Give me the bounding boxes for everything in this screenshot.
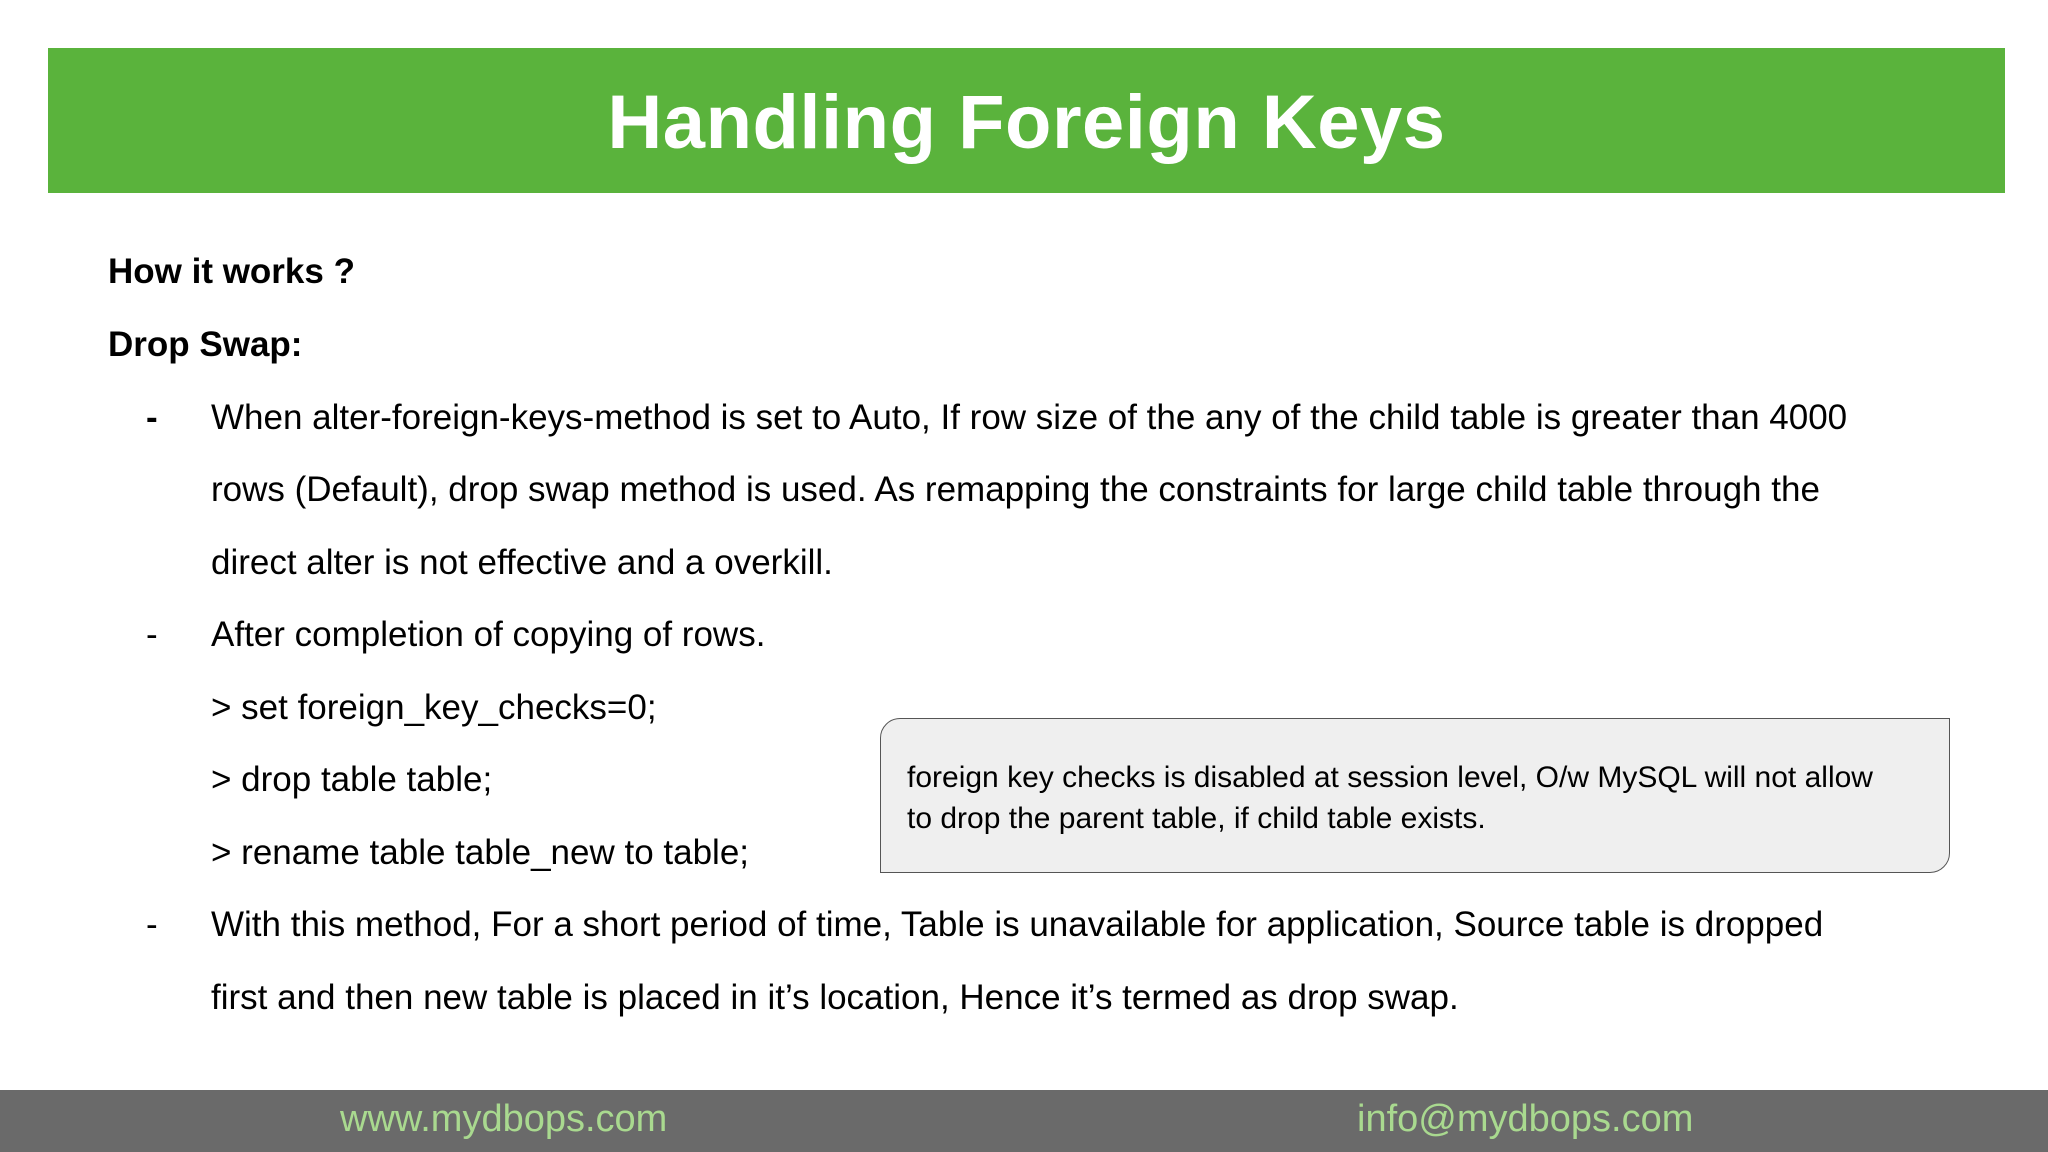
bullet-marker-2: - [146,615,158,654]
slide-title: Handling Foreign Keys [607,80,1446,165]
footer-email-link[interactable]: info@mydbops.com [1357,1098,1694,1140]
bullet-marker-1: - [146,398,158,437]
sql-rename-table: > rename table table_new to table; [211,833,750,872]
footer-bar [0,1090,2048,1152]
callout-line-1: foreign key checks is disabled at session level, O/w MySQL will not allow [907,761,1873,794]
heading-drop-swap: Drop Swap: [108,325,303,364]
footer-website-link[interactable]: www.mydbops.com [340,1098,668,1140]
callout-line-2: to drop the parent table, if child table exists. [907,802,1486,835]
bullet-1-line-1: When alter-foreign-keys-method is set to Auto, If row size of the any of the child table is greater than 4000 [211,398,1848,437]
sql-set-foreign-key-checks: > set foreign_key_checks=0; [211,688,657,727]
sql-drop-table: > drop table table; [211,760,493,799]
heading-how-it-works: How it works ? [108,252,355,291]
bullet-3-line-1: With this method, For a short period of time, Table is unavailable for application, Source table is dropped [211,905,1824,944]
bullet-1-line-2: rows (Default), drop swap method is used. As remapping the constraints for large child table through the [211,470,1820,509]
bullet-2-line-1: After completion of copying of rows. [211,615,766,654]
title-bar [48,48,2005,193]
callout-note [880,718,1950,873]
bullet-1-line-3: direct alter is not effective and a overkill. [211,543,833,582]
bullet-3-line-2: first and then new table is placed in it’s location, Hence it’s termed as drop swap. [211,978,1459,1017]
bullet-marker-3: - [146,905,158,944]
